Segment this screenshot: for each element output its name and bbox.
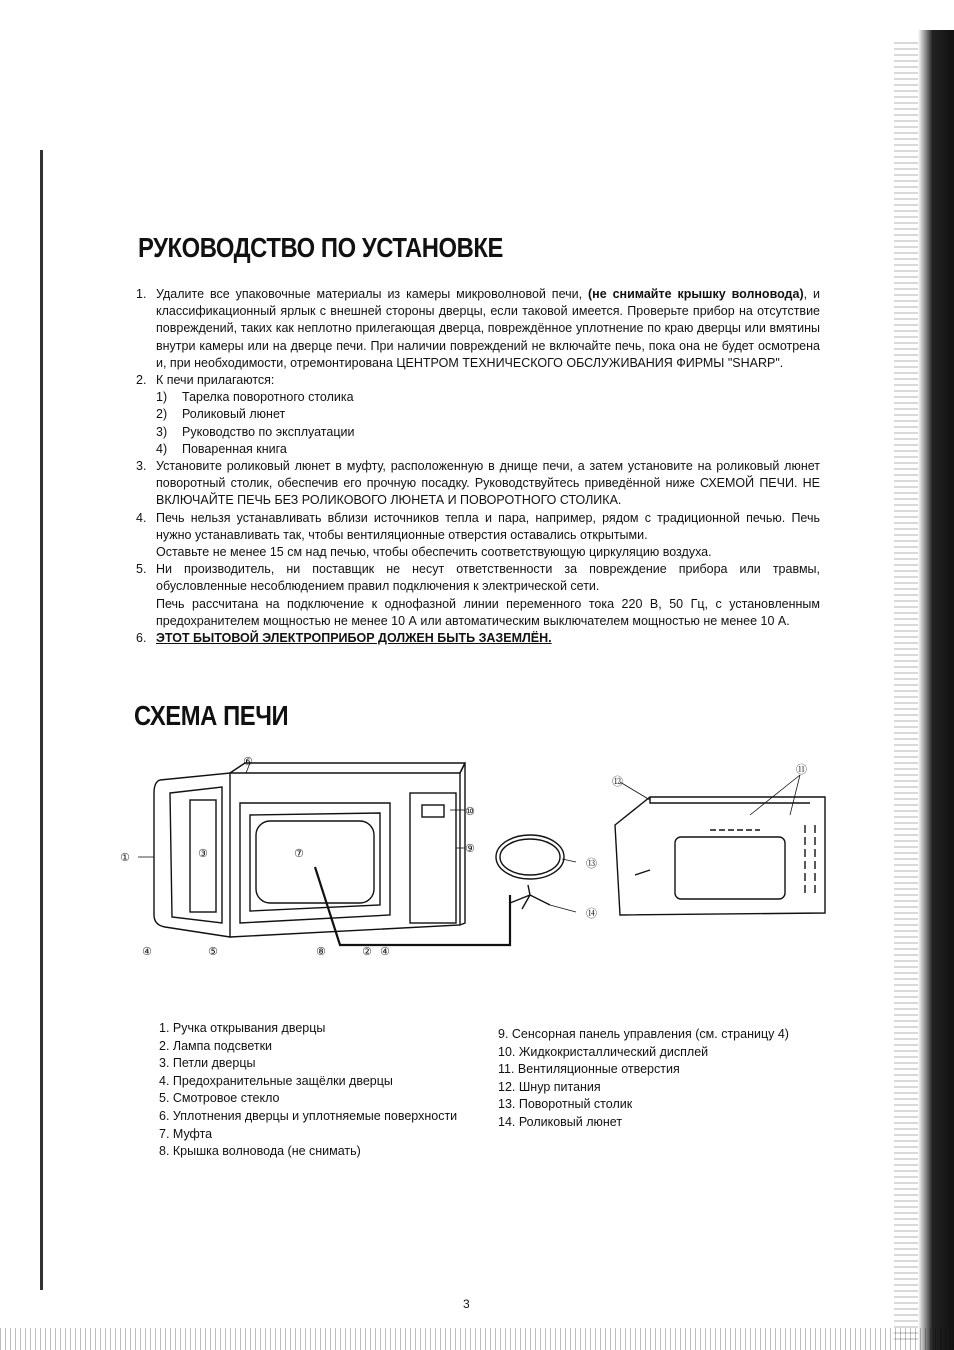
accessory-4: 4) Поваренная книга	[156, 441, 287, 456]
scan-noise-right	[894, 40, 918, 1340]
turntable-plate	[496, 835, 564, 879]
callout-13: ⑬	[586, 857, 597, 870]
scan-edge-left	[40, 150, 43, 1290]
legend-item: 6. Уплотнения дверцы и уплотняемые поверхности	[159, 1108, 458, 1123]
legend-item: 14. Роликовый люнет	[498, 1114, 623, 1129]
callout-14: ⑭	[586, 907, 597, 920]
legend-right	[498, 1026, 789, 1132]
callout-6: ⑥	[243, 755, 253, 768]
scan-noise-bottom	[0, 1328, 954, 1350]
legend-item: 9. Сенсорная панель управления (см. страницу 4)	[498, 1027, 789, 1041]
instruction-2: 2. К печи прилагаются:	[136, 373, 275, 388]
lcd-display	[422, 805, 444, 817]
install-instructions	[136, 286, 820, 647]
oven-diagram	[110, 745, 830, 975]
legend-item: 1. Ручка открывания дверцы	[159, 1021, 326, 1035]
callout-12: ⑫	[612, 775, 623, 788]
legend-item: 11. Вентиляционные отверстия	[498, 1062, 680, 1077]
instruction-1: 1. Удалите все упаковочные материалы из камеры микроволновой печи, (не снимайте крышку волновода), и классификационный ярлык с внешней стороны дверцы, если таковой имеется. Проверьте прибор на отсутствие повреждений, таких как неплотно прилегающая дверца, повреждённое уплотнение по краю дверцы или вмятины внутри камеры или на дверце печи. При наличии повреждений не включайте печь, пока она не будет осмотрена и, при необходимости, отремонтирована ЦЕНТРОМ ТЕХНИЧЕСКОГО ОБСЛУЖИВАНИЯ ФИРМЫ "SHARP".	[136, 287, 820, 370]
legend-item: 2. Лампа подсветки	[159, 1038, 273, 1053]
oven-body	[230, 773, 460, 937]
instruction-3: 3. Установите роликовый люнет в муфту, расположенную в днище печи, а затем установите на роликовый люнет поворотный столик, обеспечив его прочную посадку. Руководствуйтесь приведённой ниже СХЕМОЙ ПЕЧИ. НЕ ВКЛЮЧАЙТЕ ПЕЧЬ БЕЗ РОЛИКОВОГО ЛЮНЕТА И ПОВОРОТНОГО СТОЛИКА.	[136, 459, 820, 508]
legend-item: 4. Предохранительные защёлки дверцы	[159, 1073, 393, 1088]
legend-item: 10. Жидкокристаллический дисплей	[498, 1044, 709, 1059]
callout-11: ⑪	[796, 763, 807, 776]
callout-10: ⑩	[465, 805, 475, 818]
install-title: РУКОВОДСТВО ПО УСТАНОВКЕ	[138, 232, 503, 263]
oven-rear	[615, 797, 825, 915]
callout-3: ③	[198, 847, 208, 860]
callout-1: ①	[120, 851, 130, 864]
accessory-1: 1) Тарелка поворотного столика	[156, 390, 354, 405]
legend-item: 3. Петли дверцы	[159, 1056, 256, 1071]
instruction-6: 6. ЭТОТ БЫТОВОЙ ЭЛЕКТРОПРИБОР ДОЛЖЕН БЫТЬ ЗАЗЕМЛЁН.	[136, 631, 552, 646]
callout-4a: ④	[142, 945, 152, 958]
scan-shadow-right	[918, 30, 954, 1350]
legend-left	[159, 1020, 457, 1161]
accessory-3: 3) Руководство по эксплуатации	[156, 424, 355, 439]
legend-item: 5. Смотровое стекло	[159, 1091, 280, 1106]
callout-4b: ④	[380, 945, 390, 958]
callout-5: ⑤	[208, 945, 218, 958]
legend-item: 13. Поворотный столик	[498, 1097, 633, 1112]
callout-7: ⑦	[294, 847, 304, 860]
cavity-window	[256, 821, 374, 903]
legend-item: 12. Шнур питания	[498, 1079, 601, 1094]
callout-9: ⑨	[465, 842, 475, 855]
page-number: 3	[463, 1297, 470, 1311]
roller-ring	[510, 885, 550, 909]
legend-item: 7. Муфта	[159, 1126, 213, 1141]
instruction-4: 4. Печь нельзя устанавливать вблизи источников тепла и пара, например, рядом с традиционной печью. Печь нужно устанавливать так, чтобы вентиляционные отверстия оставались открытыми. Оставьте не менее 15 см над печью, чтобы обеспечить соответствующую циркуляцию воздуха.	[136, 510, 820, 560]
instruction-5: 5. Ни производитель, ни поставщик не несут ответственности за повреждение прибора или травмы, обусловленные несоблюдением правил подключения к электрической сети. Печь рассчитана на подключение к однофазной линии переменного тока 220 В, 50 Гц, с установленным предохранителем мощностью не менее 10 А или автоматическим выключателем мощностью не менее 10 А.	[136, 562, 820, 628]
callout-8: ⑧	[316, 945, 326, 958]
scheme-title: СХЕМА ПЕЧИ	[134, 700, 289, 731]
control-panel	[410, 793, 456, 923]
accessory-2: 2) Роликовый люнет	[156, 407, 286, 422]
legend-item: 8. Крышка волновода (не снимать)	[159, 1144, 361, 1159]
callout-2: ②	[362, 945, 372, 958]
